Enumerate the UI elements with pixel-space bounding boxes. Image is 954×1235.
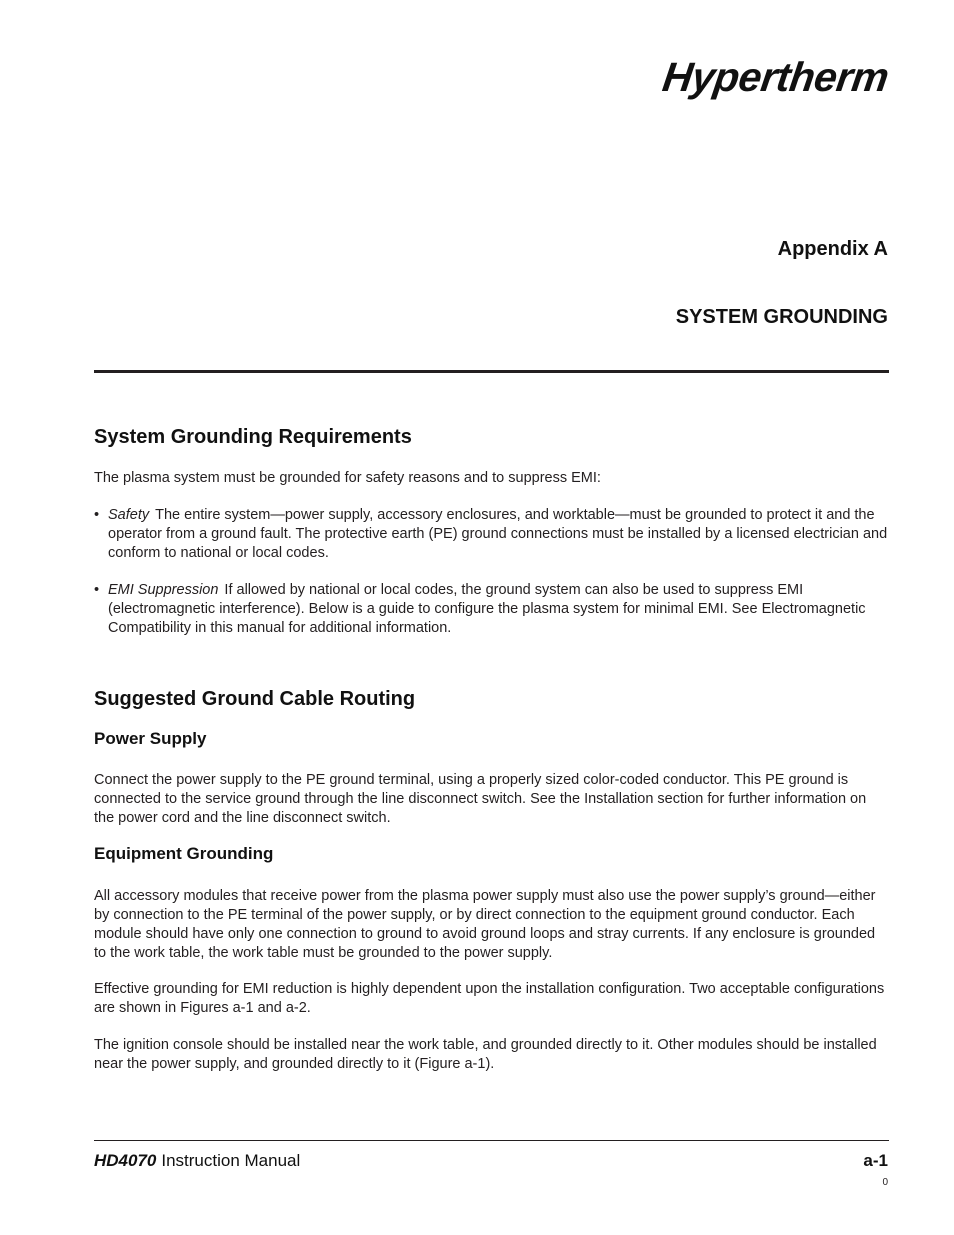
power-supply-text: Connect the power supply to the PE ground terminal, using a properly sized color-coded conductor. This PE ground is connected to the service ground through the line disconnect switch. See the Installation section for further information on the power cord and the line disconnect switch. — [94, 772, 867, 826]
page-number: a-1 — [863, 1151, 888, 1170]
bullet-safety-lead: Safety — [108, 507, 150, 523]
requirements-intro: The plasma system must be grounded for safety reasons and to suppress EMI: — [94, 470, 601, 486]
bullet-emi-body — [108, 581, 889, 638]
bullet-dot: • — [94, 582, 100, 598]
bullet-emi-text: If allowed by national or local codes, the ground system can also be used to suppress EMI (electromagnetic interference). Below is a guide to configure the plasma system for minimal EMI. See Electromagnetic Compatibility in this manual for additional information. — [108, 582, 866, 636]
equipment-paragraph-3: The ignition console should be installed near the work table, and grounded directly to it. Other modules should be installed near the power supply, and grounded directly to it (Figure a-1). — [94, 1037, 877, 1072]
appendix-label: Appendix A — [777, 238, 888, 260]
hypertherm-logo: Hypertherm — [659, 54, 892, 100]
equipment-paragraph-2: Effective grounding for EMI reduction is highly dependent upon the installation configuration. Two acceptable configurations are shown in Figures a-1 and a-2. — [94, 981, 885, 1016]
footer-manual: Instruction Manual — [161, 1151, 301, 1170]
requirements-heading: System Grounding Requirements — [94, 426, 412, 448]
footer-rule — [94, 1140, 889, 1141]
bullet-safety-body — [108, 506, 889, 563]
bullet-safety-text: The entire system—power supply, accessory enclosures, and worktable—must be grounded to protect it and the operator from a ground fault. The protective earth (PE) ground connections must be installed by a licensed electrician and conform to national or local codes. — [108, 507, 888, 561]
header-rule — [94, 370, 889, 373]
bullet-emi-lead: EMI Suppression — [108, 582, 219, 598]
bullet-emi — [94, 581, 889, 638]
footer-model: HD4070 — [94, 1151, 157, 1170]
routing-heading: Suggested Ground Cable Routing — [94, 688, 416, 710]
bullet-safety — [94, 506, 889, 563]
power-supply-heading: Power Supply — [94, 729, 207, 748]
footer-manual-title — [94, 1151, 300, 1171]
bullet-dot: • — [94, 507, 100, 523]
appendix-title: SYSTEM GROUNDING — [675, 306, 888, 328]
equipment-heading: Equipment Grounding — [94, 844, 274, 863]
revision-number: 0 — [882, 1177, 888, 1188]
equipment-paragraph-1: All accessory modules that receive power from the plasma power supply must also use the power supply’s ground—either by connection to the PE terminal of the power supply, or by direct connection to the equipment ground conductor. Each module should have only one connection to ground to avoid ground loops and stray currents. If any enclosure is grounded to the work table, the work table must be grounded to the power supply. — [94, 888, 876, 961]
